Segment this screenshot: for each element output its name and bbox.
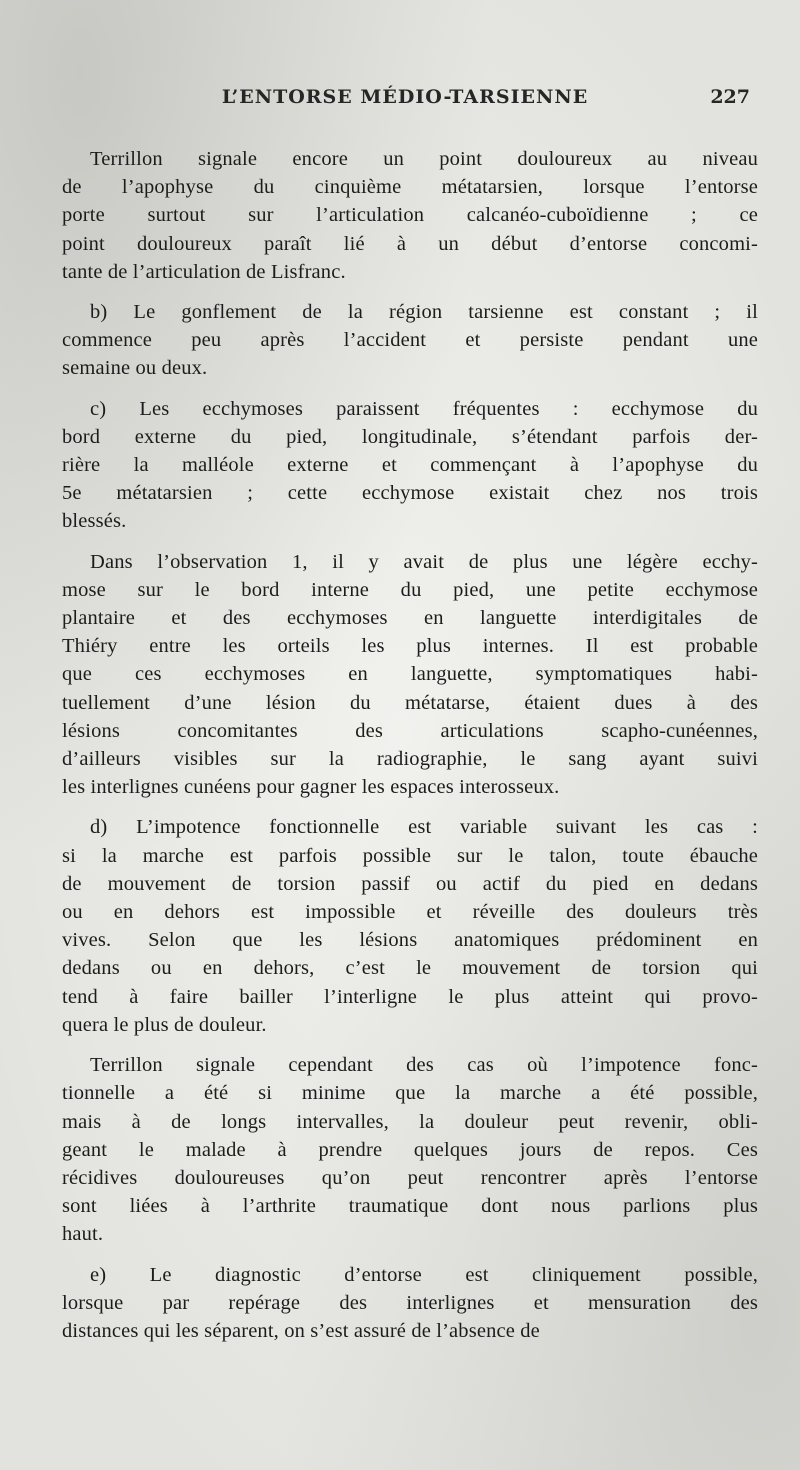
text-line: semaine ou deux. (62, 357, 208, 380)
text-line: porte surtout sur l’articulation calcanéo-cuboïdienne ; ce (62, 204, 758, 227)
text-line: Terrillon signale encore un point douloureux au niveau (90, 148, 758, 170)
text-line: tuellement d’une lésion du métatarse, étaient dues à des (62, 691, 758, 714)
text-line: de mouvement de torsion passif ou actif du pied en dedans (62, 872, 758, 895)
body-text (62, 145, 758, 1357)
text-line: quera le plus de douleur. (62, 1013, 267, 1036)
text-line: récidives douloureuses qu’on peut rencontrer après l’entorse (62, 1166, 758, 1189)
paragraph (62, 298, 758, 383)
paragraph (62, 813, 758, 1039)
text-line: vives. Selon que les lésions anatomiques prédominent en (62, 929, 758, 952)
paragraph (62, 548, 758, 802)
text-line: Dans l’observation 1, il y avait de plus une légère ecchy- (90, 550, 758, 573)
paragraph (62, 395, 758, 536)
text-line: rière la malléole externe et commençant à l’apophyse du (62, 454, 758, 477)
paragraph (62, 145, 758, 286)
text-line: ou en dehors est impossible et réveille des douleurs très (62, 901, 758, 924)
text-line: 5e métatarsien ; cette ecchymose existait chez nos trois (62, 482, 758, 505)
paragraph (62, 1261, 758, 1346)
text-line: d) L’impotence fonctionnelle est variable suivant les cas : (90, 816, 758, 839)
running-title: L’ENTORSE MÉDIO-TARSIENNE (221, 86, 589, 108)
text-line: Terrillon signale cependant des cas où l’impotence fonc- (90, 1054, 758, 1077)
text-line: geant le malade à prendre quelques jours de repos. Ces (62, 1138, 758, 1161)
text-line: si la marche est parfois possible sur le talon, toute ébauche (62, 844, 758, 867)
text-line: blessés. (62, 510, 127, 533)
text-line: b) Le gonflement de la région tarsienne est constant ; il (90, 301, 758, 324)
text-line: mose sur le bord interne du pied, une petite ecchymose (62, 578, 758, 601)
text-line: Thiéry entre les orteils les plus internes. Il est probable (62, 635, 758, 658)
page-number: 227 (710, 86, 750, 108)
text-line: c) Les ecchymoses paraissent fréquentes : ecchymose du (90, 397, 758, 420)
paragraph (62, 1051, 758, 1248)
text-line: les interlignes cunéens pour gagner les espaces interosseux. (62, 776, 560, 799)
text-line: lorsque par repérage des interlignes et mensuration des (62, 1291, 758, 1314)
text-line: commence peu après l’accident et persiste pendant une (62, 329, 758, 352)
text-line: plantaire et des ecchymoses en languette interdigitales de (62, 607, 758, 630)
text-line: e) Le diagnostic d’entorse est cliniquement possible, (90, 1263, 758, 1286)
text-line: tante de l’articulation de Lisfranc. (62, 260, 346, 283)
text-line: lésions concomitantes des articulations scapho-cunéennes, (62, 719, 758, 742)
text-line: bord externe du pied, longitudinale, s’étendant parfois der- (62, 425, 758, 448)
text-line: dedans ou en dehors, c’est le mouvement de torsion qui (62, 957, 758, 980)
text-line: distances qui les séparent, on s’est assuré de l’absence de (62, 1319, 540, 1342)
text-line: haut. (62, 1223, 104, 1246)
text-line: point douloureux paraît lié à un début d’entorse concomi- (62, 232, 758, 255)
text-line: mais à de longs intervalles, la douleur peut revenir, obli- (62, 1110, 758, 1133)
text-line: que ces ecchymoses en languette, symptomatiques habi- (62, 663, 758, 686)
text-line: d’ailleurs visibles sur la radiographie, le sang ayant suivi (62, 748, 758, 771)
running-head (60, 86, 750, 116)
text-line: sont liées à l’arthrite traumatique dont nous parlions plus (62, 1195, 758, 1218)
text-line: tend à faire bailler l’interligne le plus atteint qui provo- (62, 985, 758, 1008)
text-line: de l’apophyse du cinquième métatarsien, lorsque l’entorse (62, 176, 758, 199)
text-line: tionnelle a été si minime que la marche a été possible, (62, 1082, 758, 1105)
